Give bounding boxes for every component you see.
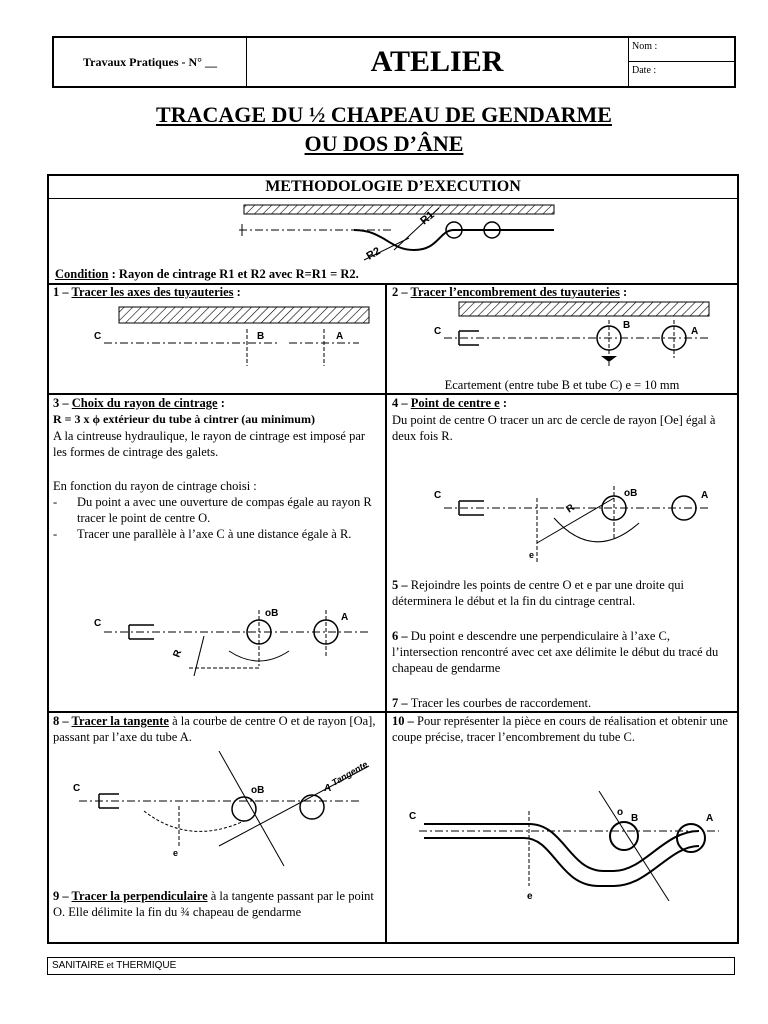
footer-sanitaire: SANITAIRE (52, 960, 105, 971)
step8-label-e: e (173, 848, 179, 858)
step3-paragraph1: A la cintreuse hydraulique, le rayon de cintrage est imposé par les formes de cintrage des galets. (53, 429, 366, 459)
step1-label-a: A (336, 331, 344, 342)
atelier-title: ATELIER (246, 38, 629, 86)
step3-paragraph2: En fonction du rayon de cintrage choisi : (53, 479, 257, 493)
label-r2: R2 (364, 245, 383, 263)
step2-title: 2 – Tracer l’encombrement des tuyauteries : (392, 285, 628, 299)
step4-label-e: e (529, 550, 535, 560)
step6-text: 6 – Du point e descendre une perpendiculaire à l’axe C, l’intersection rencontré avec cet axe délimite le début du tracé du chapeau de gendarme (392, 629, 719, 675)
methodology-box (47, 174, 739, 944)
step2-caption: Ecartement (entre tube B et tube C) e = 10 mm (444, 378, 680, 392)
step2-label-b: B (623, 320, 631, 331)
step10-text: 10 – Pour représenter la pièce en cours de réalisation et obtenir une coupe précise, tracer l’encombrement du tube C. (392, 714, 728, 744)
name-date-cell (628, 38, 734, 86)
step3-label-r: R (171, 648, 185, 660)
step10-label-e: e (527, 891, 533, 901)
step8-label-tangente: Tangente (330, 759, 370, 788)
step4-title: 4 – Point de centre e : (392, 396, 508, 410)
step3-label-b: oB (265, 608, 279, 619)
step2-label-c: C (434, 326, 442, 337)
step10-label-c: C (409, 811, 417, 822)
step4-label-c: C (434, 490, 442, 501)
footer-bar (47, 957, 735, 975)
nom-label: Nom : (628, 38, 734, 62)
doc-title-line1: TRACAGE DU ½ CHAPEAU DE GENDARME (156, 102, 612, 127)
step8-diagram (69, 751, 379, 881)
step4-label-a: A (701, 490, 709, 501)
step8-label-c: C (73, 783, 81, 794)
step7-text: 7 – Tracer les courbes de raccordement. (392, 696, 592, 710)
footer-et: et (104, 960, 117, 971)
top-bend-diagram (234, 200, 574, 270)
step3-bullets (53, 494, 379, 542)
step3-label-a: A (341, 612, 349, 623)
step8-label-o: oB (251, 785, 265, 796)
step3-diagram (79, 596, 379, 686)
condition-text: Condition : Rayon de cintrage R1 et R2 avec R=R1 = R2. (55, 267, 359, 281)
step5-text: 5 – Rejoindre les points de centre O et e par une droite qui déterminera le début et la fin du cintrage central. (392, 578, 684, 608)
step8-text: 8 – Tracer la tangente à la courbe de centre O et de rayon [Oa], passant par l’axe du tube A. (53, 714, 376, 744)
step4-text: Du point de centre O tracer un arc de cercle de rayon [Oe] égal à deux fois R. (392, 413, 716, 443)
methodology-heading: METHODOLOGIE D’EXECUTION (265, 178, 521, 195)
step9-text: 9 – Tracer la perpendiculaire à la tangente passant par le point O. Elle délimite la fin du ¾ chapeau de gendarme (53, 889, 374, 919)
step4-diagram (419, 468, 729, 568)
step10-label-b: B (631, 813, 639, 824)
step2-diagram (419, 298, 729, 378)
footer-thermique: THERMIQUE (116, 960, 177, 971)
tp-label: Travaux Pratiques - N° __ (54, 38, 247, 86)
step3-title: 3 – Choix du rayon de cintrage : (53, 396, 225, 410)
step4-label-r: R (564, 502, 577, 516)
step1-label-b: B (257, 331, 265, 342)
label-r1: R1 (418, 209, 437, 228)
header-table (52, 36, 736, 88)
step3-label-c: C (94, 618, 102, 629)
step10-label-o: o (617, 807, 624, 818)
step8-label-a: A (324, 783, 332, 794)
step3-bullet-2: - Tracer une parallèle à l’axe C à une distance égale à R. (53, 527, 352, 541)
step3-formula: R = 3 x ϕ extérieur du tube à cintrer (au minimum) (53, 412, 315, 426)
heading-divider (49, 198, 737, 199)
column-divider (385, 283, 387, 942)
step3-bullet-1: - Du point a avec une ouverture de compas égale au rayon R tracer le point de centre O. (53, 495, 372, 525)
step10-label-a: A (706, 813, 714, 824)
step2-label-a: A (691, 326, 699, 337)
step4-label-b: oB (624, 488, 638, 499)
step1-title: 1 – Tracer les axes des tuyauteries : (53, 285, 241, 299)
step1-diagram (79, 301, 379, 376)
date-label: Date : (632, 65, 657, 76)
doc-title-line2: OU DOS D’ÂNE (304, 131, 464, 156)
step10-diagram (399, 791, 729, 901)
step1-label-c: C (94, 331, 102, 342)
